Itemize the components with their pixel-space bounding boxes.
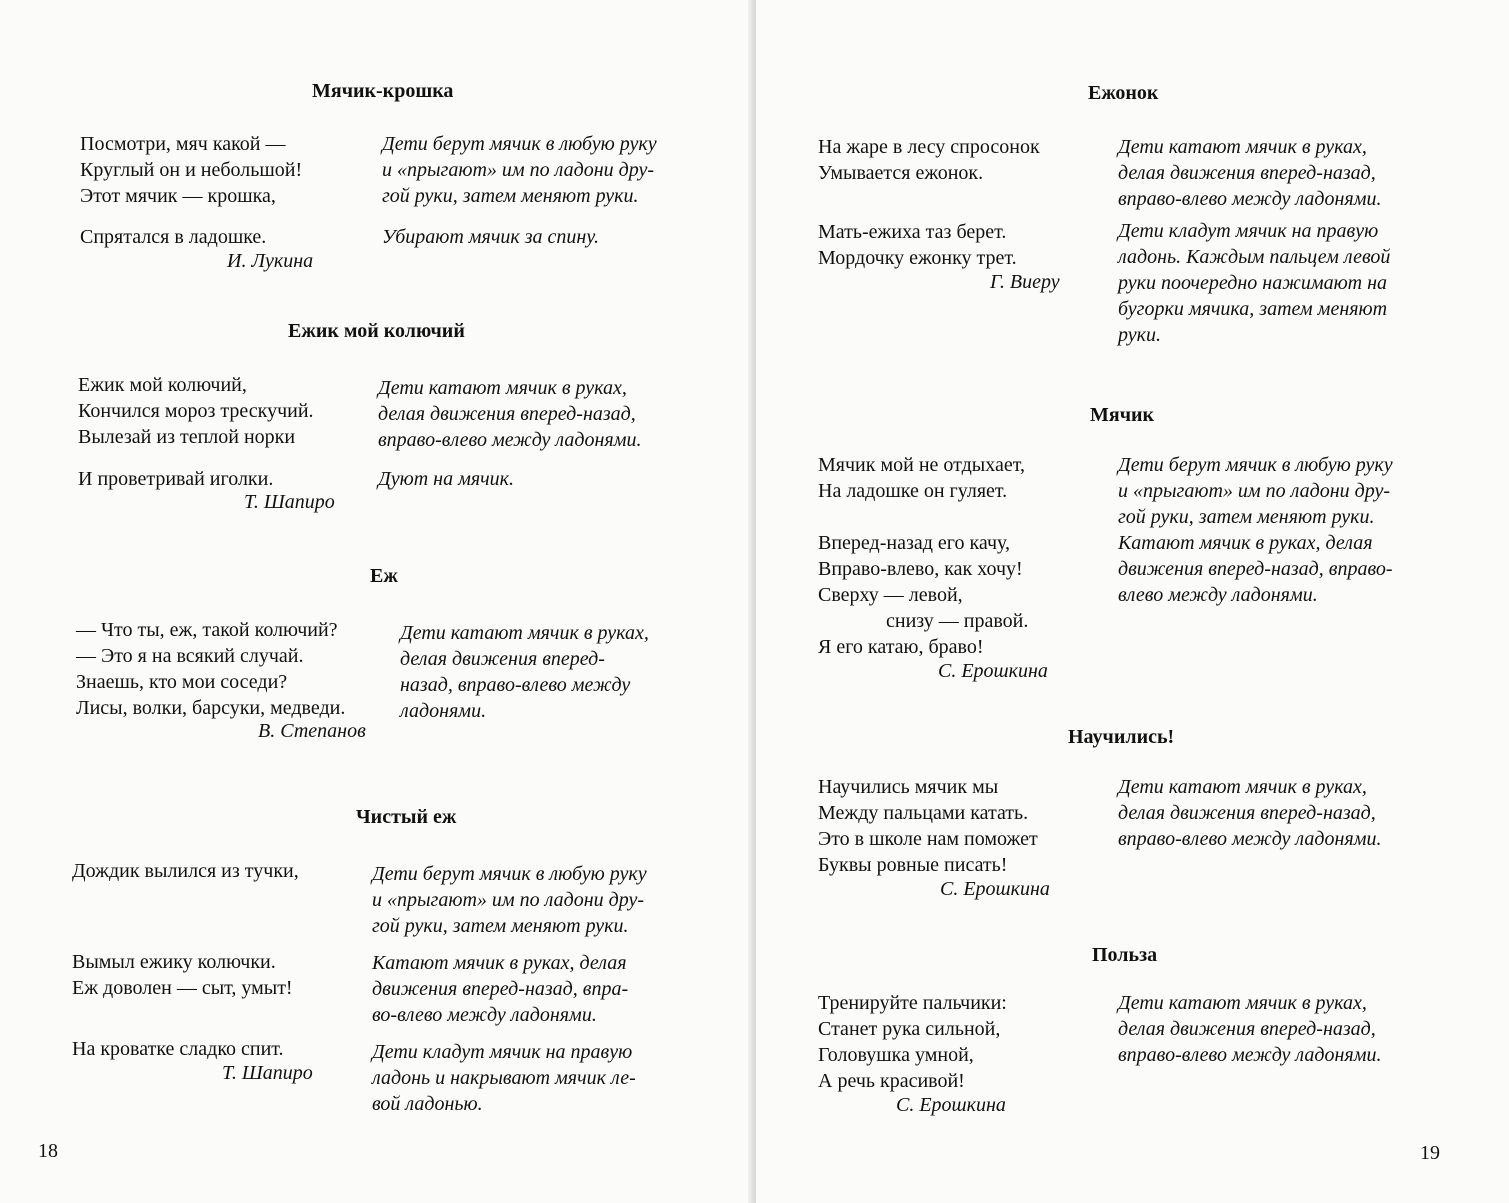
poem-title: Ежик мой колючий [288, 320, 465, 342]
poem-author: С. Ерошкина [940, 878, 1050, 900]
verse-line: Круглый он и небольшой! [80, 159, 303, 181]
verse-line: Знаешь, кто мои соседи? [76, 671, 288, 693]
action-line: Катают мячик в руках, делая [1118, 532, 1373, 554]
poem-author: Г. Виеру [990, 271, 1060, 293]
verse-line: И проветривай иголки. [78, 468, 274, 490]
verse-line: А речь красивой! [818, 1070, 965, 1092]
action-line: Дети катают мячик в руках, [1118, 776, 1367, 798]
verse-line: На ладошке он гуляет. [818, 480, 1008, 502]
poem-title: Ежонок [1088, 82, 1159, 104]
poem-author: Т. Шапиро [244, 491, 335, 513]
verse-line: Посмотри, мяч какой — [80, 133, 286, 155]
verse-line: — Это я на всякий случай. [76, 645, 304, 667]
poem-author: И. Лукина [227, 250, 314, 272]
page-number: 19 [1420, 1142, 1440, 1164]
poem-title: Мячик-крошка [312, 80, 454, 102]
action-line: ладонями. [400, 700, 487, 722]
action-line: вой ладонью. [372, 1093, 483, 1115]
verse-line: Мордочку ежонку трет. [818, 247, 1017, 269]
verse-line: Буквы ровные писать! [818, 854, 1008, 876]
verse-line: Мать-ежиха таз берет. [818, 221, 1007, 243]
verse-line: На кроватке сладко спит. [72, 1038, 284, 1060]
action-line: гой руки, затем меняют руки. [372, 915, 629, 937]
verse-line: Тренируйте пальчики: [818, 992, 1007, 1014]
action-line: Дуют на мячик. [378, 468, 515, 490]
verse-line: Умывается ежонок. [818, 162, 984, 184]
action-line: Дети берут мячик в любую руку [1118, 454, 1393, 476]
verse-line: Сверху — левой, [818, 584, 963, 606]
action-line: делая движения вперед-назад, [1118, 1018, 1376, 1040]
poem-author: Т. Шапиро [222, 1062, 313, 1084]
action-line: и «прыгают» им по ладони дру- [1118, 480, 1391, 502]
poem-title: Мячик [1090, 404, 1155, 426]
action-line: движения вперед-назад, вправо- [1118, 558, 1393, 580]
verse-line: Лисы, волки, барсуки, медведи. [76, 697, 346, 719]
action-line: Дети кладут мячик на правую [372, 1041, 633, 1063]
poem-author: В. Степанов [258, 720, 366, 742]
action-line: вправо-влево между ладонями. [1118, 188, 1382, 210]
action-line: руки. [1118, 324, 1161, 346]
verse-line: Вправо-влево, как хочу! [818, 558, 1023, 580]
poem-title: Еж [370, 565, 398, 587]
action-line: вправо-влево между ладонями. [378, 429, 642, 451]
action-line: движения вперед-назад, впра- [372, 978, 629, 1000]
action-line: Убирают мячик за спину. [382, 226, 599, 248]
page-number: 18 [38, 1140, 58, 1162]
verse-line: Это в школе нам поможет [818, 828, 1038, 850]
verse-line: Еж доволен — сыт, умыт! [72, 977, 293, 999]
action-line: ладонь. Каждым пальцем левой [1118, 246, 1391, 268]
action-line: Дети катают мячик в руках, [1118, 136, 1367, 158]
verse-line: Этот мячик — крошка, [80, 185, 276, 207]
action-line: Дети кладут мячик на правую [1118, 220, 1379, 242]
action-line: делая движения вперед-назад, [1118, 802, 1376, 824]
action-line: гой руки, затем меняют руки. [1118, 506, 1375, 528]
verse-line: Мячик мой не отдыхает, [818, 454, 1025, 476]
poem-title: Чистый еж [356, 806, 457, 828]
action-line: гой руки, затем меняют руки. [382, 185, 639, 207]
poem-title: Польза [1092, 944, 1158, 966]
poem-author: С. Ерошкина [896, 1094, 1006, 1116]
action-line: и «прыгают» им по ладони дру- [382, 159, 655, 181]
verse-line: Станет рука сильной, [818, 1018, 1001, 1040]
action-line: делая движения вперед-назад, [378, 403, 636, 425]
action-line: Дети берут мячик в любую руку [382, 133, 657, 155]
verse-line: Научились мячик мы [818, 776, 999, 798]
action-line: Дети катают мячик в руках, [378, 377, 627, 399]
verse-line: Я его катаю, браво! [818, 636, 984, 658]
action-line: Катают мячик в руках, делая [372, 952, 627, 974]
verse-line: Между пальцами катать. [818, 802, 1029, 824]
verse-line: — Что ты, еж, такой колючий? [76, 619, 338, 641]
verse-line: Спрятался в ладошке. [80, 226, 267, 248]
action-line: назад, вправо-влево между [400, 674, 631, 696]
action-line: и «прыгают» им по ладони дру- [372, 889, 645, 911]
action-line: ладонь и накрывают мячик ле- [372, 1067, 636, 1089]
action-line: во-влево между ладонями. [372, 1004, 597, 1026]
action-line: Дети катают мячик в руках, [1118, 992, 1367, 1014]
action-line: Дети берут мячик в любую руку [372, 863, 647, 885]
right-page [756, 0, 1509, 1203]
verse-line: Головушка умной, [818, 1044, 974, 1066]
verse-line: На жаре в лесу спросонок [818, 136, 1040, 158]
action-line: делая движения вперед-назад, [1118, 162, 1376, 184]
verse-line: Дождик вылился из тучки, [72, 860, 299, 882]
action-line: влево между ладонями. [1118, 584, 1318, 606]
action-line: Дети катают мячик в руках, [400, 622, 649, 644]
verse-line: Вперед-назад его качу, [818, 532, 1011, 554]
action-line: руки поочередно нажимают на [1118, 272, 1388, 294]
poem-title: Научились! [1068, 726, 1175, 748]
verse-line: Кончился мороз трескучий. [78, 400, 314, 422]
verse-line: Вымыл ежику колючки. [72, 951, 276, 973]
action-line: вправо-влево между ладонями. [1118, 828, 1382, 850]
verse-line: Вылезай из теплой норки [78, 426, 296, 448]
poem-author: С. Ерошкина [938, 660, 1048, 682]
action-line: бугорки мячика, затем меняют [1118, 298, 1388, 320]
verse-line: Ежик мой колючий, [78, 374, 247, 396]
verse-line: снизу — правой. [886, 610, 1029, 632]
action-line: вправо-влево между ладонями. [1118, 1044, 1382, 1066]
action-line: делая движения вперед- [400, 648, 605, 670]
left-page [0, 0, 754, 1203]
